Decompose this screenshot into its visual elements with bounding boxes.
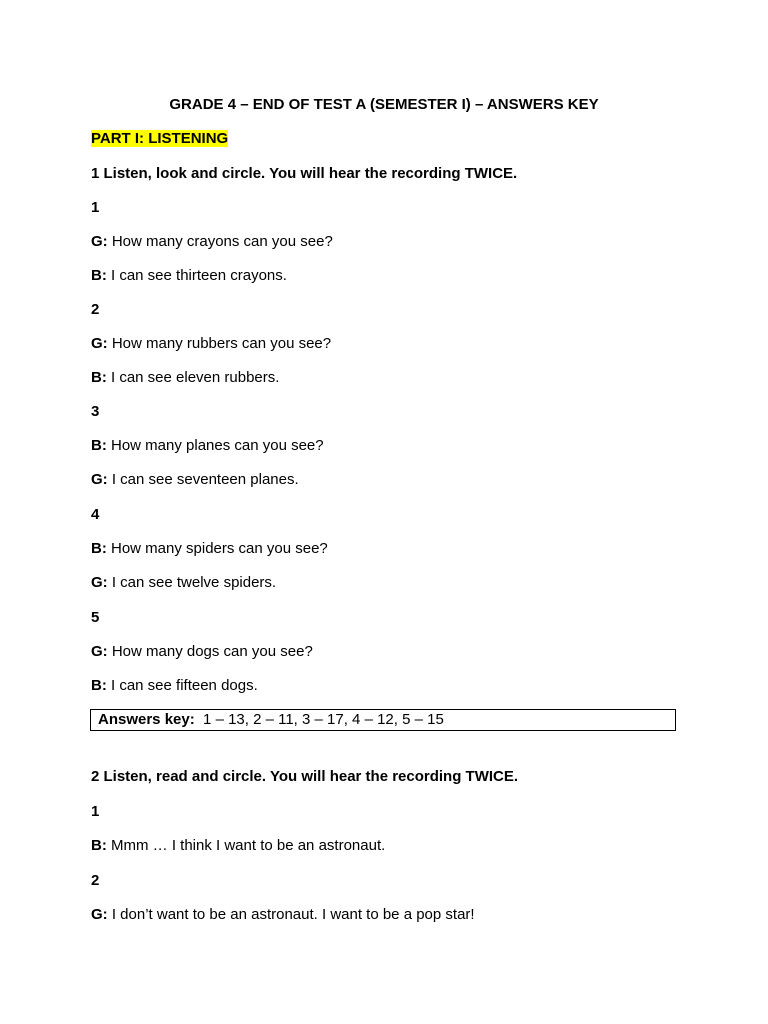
exercise1-item-number: 5 xyxy=(91,609,100,626)
dialogue-line xyxy=(91,837,385,854)
dialogue-text: How many crayons can you see? xyxy=(107,233,333,250)
dialogue-text: I can see seventeen planes. xyxy=(107,471,299,488)
dialogue-text: How many spiders can you see? xyxy=(106,540,328,557)
dialogue-text: I can see fifteen dogs. xyxy=(106,677,258,694)
dialogue-line xyxy=(91,369,279,386)
dialogue-text: Mmm … I think I want to be an astronaut. xyxy=(106,837,386,854)
exercise1-item-number: 4 xyxy=(91,506,100,523)
speaker-label: G: xyxy=(91,335,108,352)
dialogue-text: I can see twelve spiders. xyxy=(107,574,277,591)
dialogue-line xyxy=(91,574,276,591)
speaker-label: B: xyxy=(91,437,107,454)
speaker-label: B: xyxy=(91,677,107,694)
answers-key-value: 1 – 13, 2 – 11, 3 – 17, 4 – 12, 5 – 15 xyxy=(194,711,444,728)
exercise1-item-number: 2 xyxy=(91,301,100,318)
dialogue-line xyxy=(91,906,475,923)
part-heading-text: PART I: LISTENING xyxy=(91,130,229,147)
speaker-label: B: xyxy=(91,267,107,284)
dialogue-line xyxy=(91,677,258,694)
dialogue-text: I can see eleven rubbers. xyxy=(106,369,280,386)
dialogue-text: How many planes can you see? xyxy=(106,437,324,454)
dialogue-line xyxy=(91,471,299,488)
exercise1-instruction: 1 Listen, look and circle. You will hear the recording TWICE. xyxy=(91,165,518,182)
speaker-label: B: xyxy=(91,837,107,854)
speaker-label: G: xyxy=(91,643,108,660)
exercise1-item-number: 1 xyxy=(91,199,100,216)
dialogue-line xyxy=(91,540,328,557)
part-heading xyxy=(91,130,228,147)
speaker-label: G: xyxy=(91,471,108,488)
dialogue-text: I don’t want to be an astronaut. I want to be a pop star! xyxy=(107,906,475,923)
page-title: GRADE 4 – END OF TEST A (SEMESTER I) – ANSWERS KEY xyxy=(169,96,599,113)
answers-key-box xyxy=(90,709,676,731)
dialogue-line xyxy=(91,437,324,454)
exercise2-instruction: 2 Listen, read and circle. You will hear the recording TWICE. xyxy=(91,768,519,785)
speaker-label: G: xyxy=(91,574,108,591)
dialogue-line xyxy=(91,267,287,284)
speaker-label: G: xyxy=(91,233,108,250)
dialogue-text: How many dogs can you see? xyxy=(107,643,313,660)
dialogue-line xyxy=(91,643,313,660)
dialogue-text: How many rubbers can you see? xyxy=(107,335,332,352)
answers-key-label: Answers key: xyxy=(98,711,195,728)
dialogue-text: I can see thirteen crayons. xyxy=(106,267,287,284)
speaker-label: G: xyxy=(91,906,108,923)
dialogue-line xyxy=(91,335,331,352)
speaker-label: B: xyxy=(91,369,107,386)
speaker-label: B: xyxy=(91,540,107,557)
dialogue-line xyxy=(91,233,333,250)
exercise2-item-number: 1 xyxy=(91,803,100,820)
exercise2-item-number: 2 xyxy=(91,872,100,889)
exercise1-item-number: 3 xyxy=(91,403,100,420)
